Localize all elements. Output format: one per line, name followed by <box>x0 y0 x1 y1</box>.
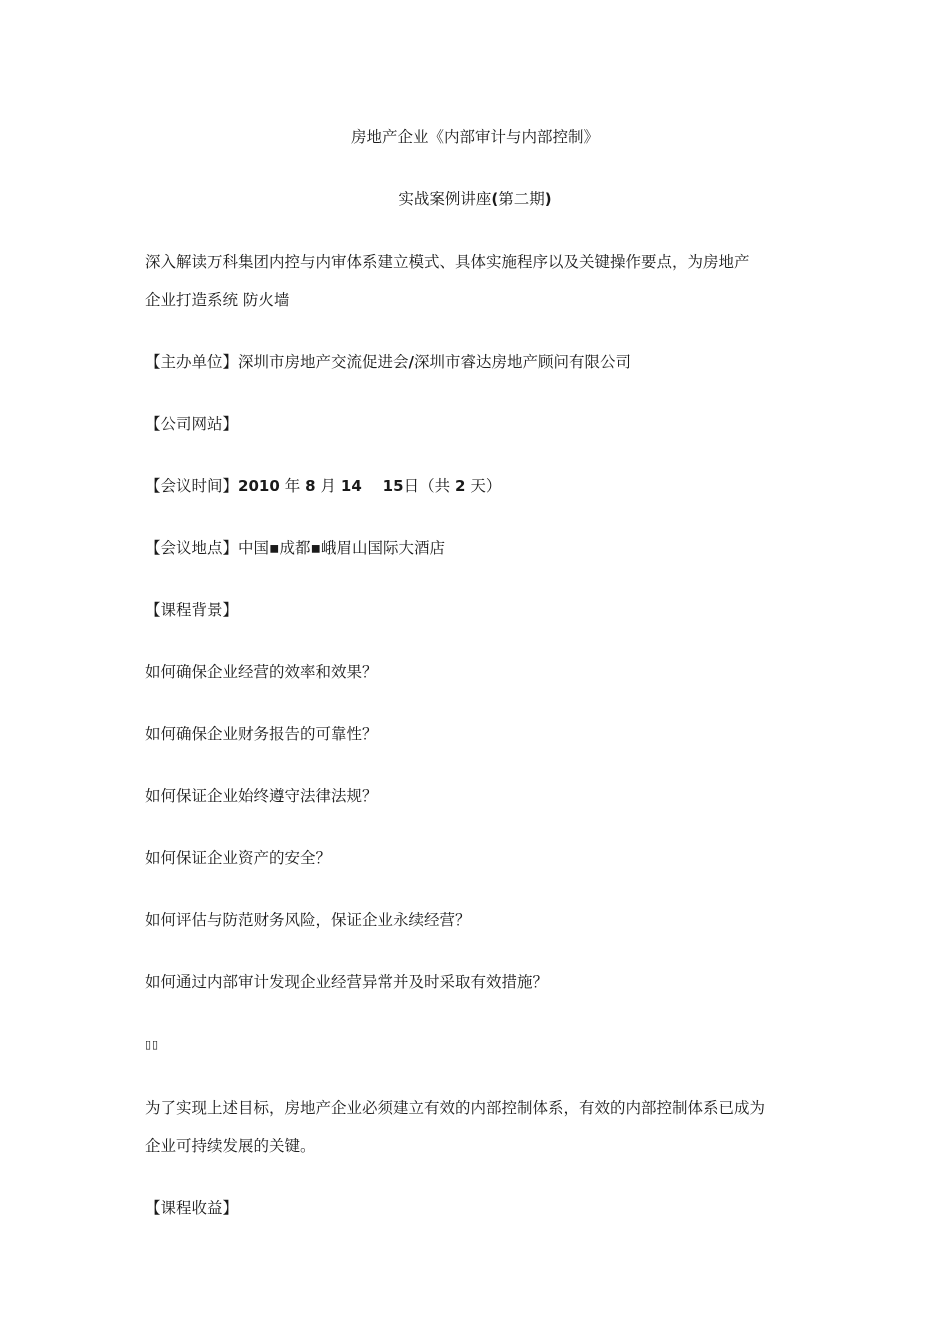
question-item: 如何通过内部审计发现企业经营异常并及时采取有效措施？ <box>145 973 549 991</box>
document-subtitle <box>0 189 950 209</box>
question-item: 如何保证企业始终遵守法律法规？ <box>145 787 378 805</box>
intro-line-1: 深入解读万科集团内控与内审体系建立模式、具体实施程序以及关键操作要点，为房地产 <box>145 253 750 271</box>
question-item: 如何确保企业经营的效率和效果？ <box>145 663 378 681</box>
venue-label: 【会议地点】 <box>145 539 239 557</box>
subtitle-close-paren: ) <box>544 190 552 208</box>
organizer-label: 【主办单位】 <box>145 353 239 371</box>
time-days: 14 15 <box>340 477 404 495</box>
time-label: 【会议时间】 <box>145 477 239 495</box>
organizer-separator: / <box>408 353 415 371</box>
time-month: 8 <box>305 477 316 495</box>
subtitle-text: 实战案例讲座 <box>398 190 492 208</box>
conclusion-line-2: 企业可持续发展的关键。 <box>145 1137 316 1155</box>
subtitle-issue: 第二期 <box>498 190 545 208</box>
time-count: 2 <box>455 477 466 495</box>
time-month-unit: 月 <box>315 477 341 495</box>
document-title <box>0 127 950 147</box>
question-item: 如何评估与防范财务风险，保证企业永续经营？ <box>145 911 471 929</box>
question-item: 如何确保企业财务报告的可靠性？ <box>145 725 378 743</box>
time-line <box>145 476 501 496</box>
title-line-1: 房地产企业《内部审计与内部控制》 <box>350 128 599 146</box>
organizer-b: 深圳市睿达房地产顾问有限公司 <box>414 353 632 371</box>
time-year: 2010 <box>238 477 280 495</box>
time-year-unit: 年 <box>279 477 306 495</box>
organizer-line <box>145 352 631 372</box>
time-day-unit: 日（共 <box>403 477 455 495</box>
venue-line <box>145 538 445 558</box>
subtitle-open-paren: ( <box>491 190 499 208</box>
intro-line-2: 企业打造系统 防火墙 <box>145 291 290 309</box>
website-label: 【公司网站】 <box>145 415 239 433</box>
placeholder-glyphs: ▯▯ <box>145 1038 160 1051</box>
question-item: 如何保证企业资产的安全？ <box>145 849 332 867</box>
benefits-label: 【课程收益】 <box>145 1199 239 1217</box>
venue-text: 中国▪成都▪峨眉山国际大酒店 <box>238 539 446 557</box>
time-count-unit: 天） <box>465 477 502 495</box>
conclusion-line-1: 为了实现上述目标，房地产企业必须建立有效的内部控制体系，有效的内部控制体系已成为 <box>145 1099 766 1117</box>
organizer-a: 深圳市房地产交流促进会 <box>238 353 409 371</box>
background-label: 【课程背景】 <box>145 601 239 619</box>
